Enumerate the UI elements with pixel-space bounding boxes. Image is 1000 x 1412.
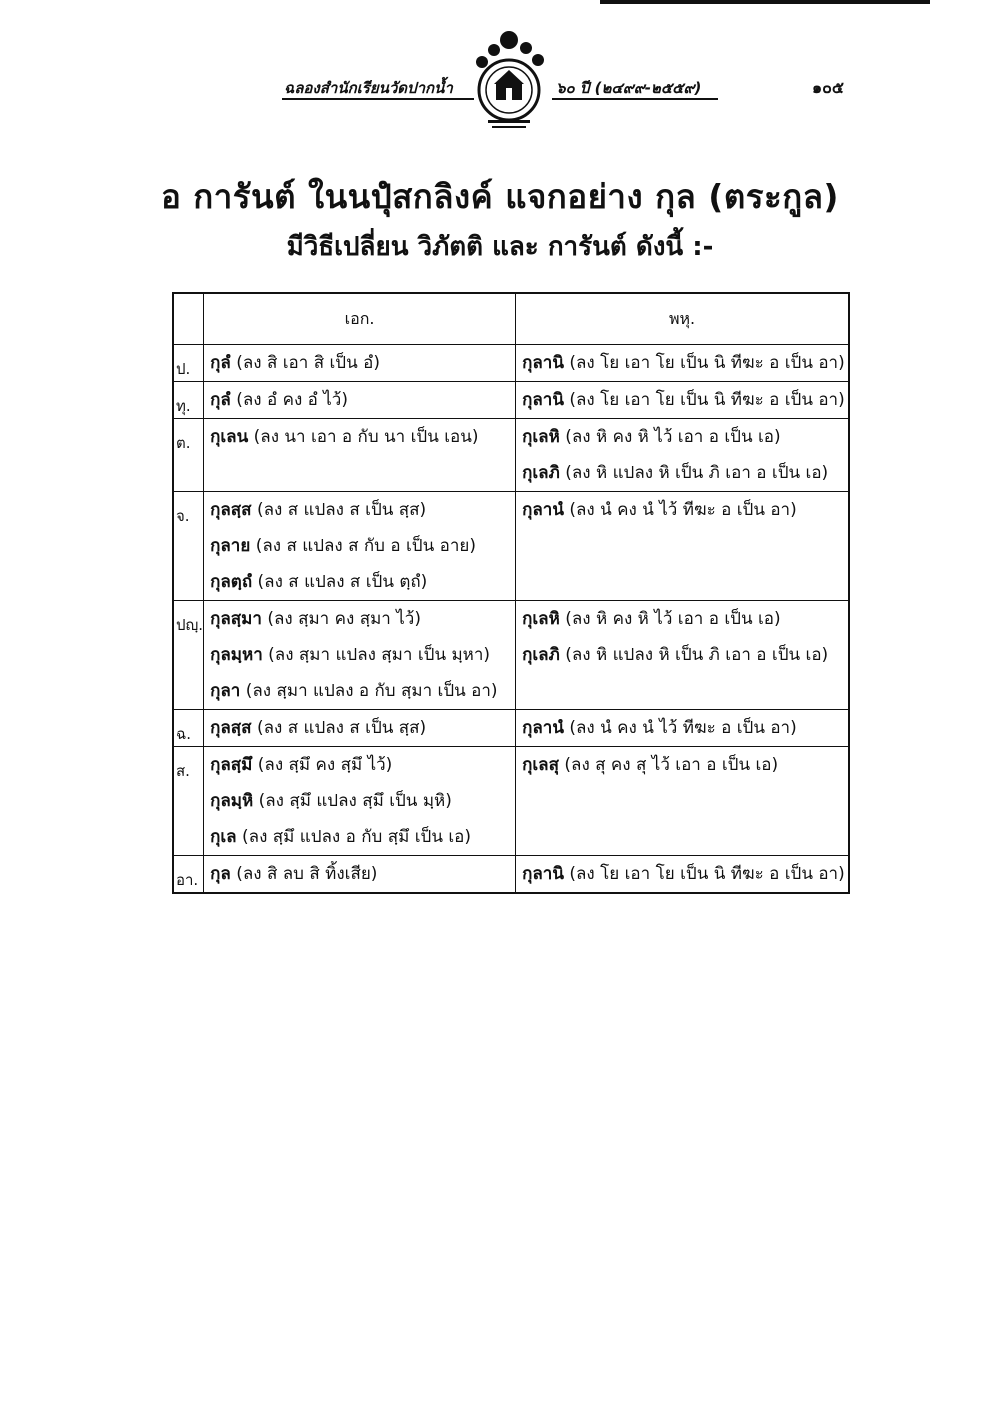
table-body [173, 345, 849, 894]
header-case-cell [173, 293, 204, 345]
rule-note: (ลง หิ คง หิ ไว้ เอา อ เป็น เอ) [559, 427, 781, 447]
table-header-row [173, 293, 849, 345]
inflected-word: กุลสฺมา [210, 609, 262, 629]
page-number: ๑๐๕ [812, 78, 845, 97]
table-row [173, 382, 849, 419]
case-label: ส. [173, 747, 204, 856]
inflected-word: กุลา [210, 681, 241, 701]
plural-form-line [516, 747, 848, 783]
rule-note: (ลง สิ ลบ สิ ทิ้งเสีย) [230, 864, 378, 884]
rule-note: (ลง นา เอา อ กับ นา เป็น เอน) [248, 427, 479, 447]
plural-cell [516, 419, 849, 492]
page-subtitle: มีวิธีเปลี่ยน วิภัตติ และ การันต์ ดังนี้ :- [286, 232, 714, 262]
case-label: ต. [173, 419, 204, 492]
singular-form-line [204, 345, 515, 381]
top-edge-rule [600, 0, 930, 4]
rule-note: (ลง สฺมา แปลง สฺมา เป็น มฺหา) [262, 645, 491, 665]
inflected-word: กุลํ [210, 353, 231, 373]
case-label: ปญฺ. [173, 601, 204, 710]
singular-form-line [204, 747, 515, 783]
plural-cell [516, 492, 849, 601]
table-row [173, 710, 849, 747]
inflected-word: กุเลภิ [522, 463, 560, 483]
monastery-emblem-icon [466, 28, 552, 134]
rule-note: (ลง อํ คง อํ ไว้) [230, 390, 348, 410]
plural-cell [516, 382, 849, 419]
header-anniversary-text: ๖๐ ปี (๒๔๙๙-๒๕๕๙) [556, 79, 702, 97]
case-label: ป. [173, 345, 204, 382]
rule-note: (ลง ส แปลง ส เป็น สฺส) [251, 718, 427, 738]
rule-note: (ลง โย เอา โย เป็น นิ ทีฆะ อ เป็น อา) [563, 864, 845, 884]
table-row [173, 492, 849, 601]
rule-note: (ลง นํ คง นํ ไว้ ทีฆะ อ เป็น อา) [563, 718, 797, 738]
table-row [173, 345, 849, 382]
plural-cell [516, 601, 849, 710]
plural-form-line [516, 601, 848, 637]
singular-form-line [204, 528, 515, 564]
rule-note: (ลง หิ แปลง หิ เป็น ภิ เอา อ เป็น เอ) [559, 645, 829, 665]
rule-note: (ลง สฺมึ แปลง อ กับ สฺมึ เป็น เอ) [236, 827, 471, 847]
inflected-word: กุล [210, 864, 231, 884]
plural-form-line [516, 345, 848, 381]
case-label: อา. [173, 856, 204, 894]
singular-cell [204, 856, 516, 894]
inflected-word: กุลานิ [522, 390, 564, 410]
declension-table [172, 292, 850, 894]
inflected-word: กุเลสุ [522, 755, 559, 775]
singular-form-line [204, 673, 515, 709]
singular-form-line [204, 783, 515, 819]
header-left-text: ฉลองสำนักเรียนวัดปากน้ำ [284, 79, 453, 97]
singular-form-line [204, 601, 515, 637]
plural-form-line [516, 455, 848, 491]
rule-note: (ลง หิ แปลง หิ เป็น ภิ เอา อ เป็น เอ) [559, 463, 829, 483]
table-row [173, 419, 849, 492]
rule-note: (ลง หิ คง หิ ไว้ เอา อ เป็น เอ) [559, 609, 781, 629]
inflected-word: กุลานํ [522, 500, 564, 520]
rule-note: (ลง สฺมึ แปลง สฺมึ เป็น มฺหิ) [253, 791, 452, 811]
plural-cell [516, 856, 849, 894]
inflected-word: กุเลหิ [522, 427, 560, 447]
inflected-word: กุลานิ [522, 353, 564, 373]
table-row [173, 856, 849, 894]
singular-form-line [204, 856, 515, 892]
inflected-word: กุลสฺส [210, 718, 252, 738]
inflected-word: กุเล [210, 827, 237, 847]
header-underline-left [282, 98, 474, 100]
rule-note: (ลง ส แปลง ส เป็น สฺส) [251, 500, 427, 520]
singular-cell [204, 345, 516, 382]
plural-form-line [516, 856, 848, 892]
singular-cell [204, 419, 516, 492]
singular-form-line [204, 710, 515, 746]
plural-cell [516, 345, 849, 382]
inflected-word: กุลานิ [522, 864, 564, 884]
page-title: อ การันต์ ในนปุํสกลิงค์ แจกอย่าง กุล (ตระกูล) [160, 177, 840, 216]
rule-note: (ลง โย เอา โย เป็น นิ ทีฆะ อ เป็น อา) [563, 390, 845, 410]
header-underline-right [552, 98, 718, 100]
inflected-word: กุลตฺถํ [210, 572, 253, 592]
inflected-word: กุเลหิ [522, 609, 560, 629]
singular-cell [204, 492, 516, 601]
rule-note: (ลง สฺมา แปลง อ กับ สฺมา เป็น อา) [240, 681, 498, 701]
header-plural: พหุ. [516, 293, 849, 345]
singular-form-line [204, 382, 515, 418]
plural-form-line [516, 419, 848, 455]
rule-note: (ลง สฺมา คง สฺมา ไว้) [261, 609, 421, 629]
header-singular: เอก. [204, 293, 516, 345]
inflected-word: กุลานํ [522, 718, 564, 738]
plural-form-line [516, 710, 848, 746]
inflected-word: กุลมฺหิ [210, 791, 254, 811]
table-row [173, 601, 849, 710]
inflected-word: กุลํ [210, 390, 231, 410]
singular-form-line [204, 492, 515, 528]
rule-note: (ลง สฺมึ คง สฺมึ ไว้) [252, 755, 393, 775]
singular-cell [204, 747, 516, 856]
inflected-word: กุลสฺส [210, 500, 252, 520]
case-label: ฉ. [173, 710, 204, 747]
rule-note: (ลง สิ เอา สิ เป็น อํ) [230, 353, 380, 373]
rule-note: (ลง ส แปลง ส เป็น ตฺถํ) [252, 572, 428, 592]
singular-form-line [204, 637, 515, 673]
inflected-word: กุลมฺหา [210, 645, 263, 665]
plural-cell [516, 747, 849, 856]
rule-note: (ลง นํ คง นํ ไว้ ทีฆะ อ เป็น อา) [563, 500, 797, 520]
inflected-word: กุลาย [210, 536, 251, 556]
singular-cell [204, 601, 516, 710]
singular-cell [204, 382, 516, 419]
inflected-word: กุลสฺมึ [210, 755, 253, 775]
plural-form-line [516, 382, 848, 418]
singular-form-line [204, 564, 515, 600]
case-label: ทุ. [173, 382, 204, 419]
inflected-word: กุเลน [210, 427, 249, 447]
singular-form-line [204, 419, 515, 455]
case-label: จ. [173, 492, 204, 601]
rule-note: (ลง โย เอา โย เป็น นิ ทีฆะ อ เป็น อา) [563, 353, 845, 373]
inflected-word: กุเลภิ [522, 645, 560, 665]
plural-cell [516, 710, 849, 747]
singular-cell [204, 710, 516, 747]
plural-form-line [516, 492, 848, 528]
plural-form-line [516, 637, 848, 673]
rule-note: (ลง สุ คง สุ ไว้ เอา อ เป็น เอ) [558, 755, 779, 775]
rule-note: (ลง ส แปลง ส กับ อ เป็น อาย) [250, 536, 476, 556]
table-row [173, 747, 849, 856]
singular-form-line [204, 819, 515, 855]
